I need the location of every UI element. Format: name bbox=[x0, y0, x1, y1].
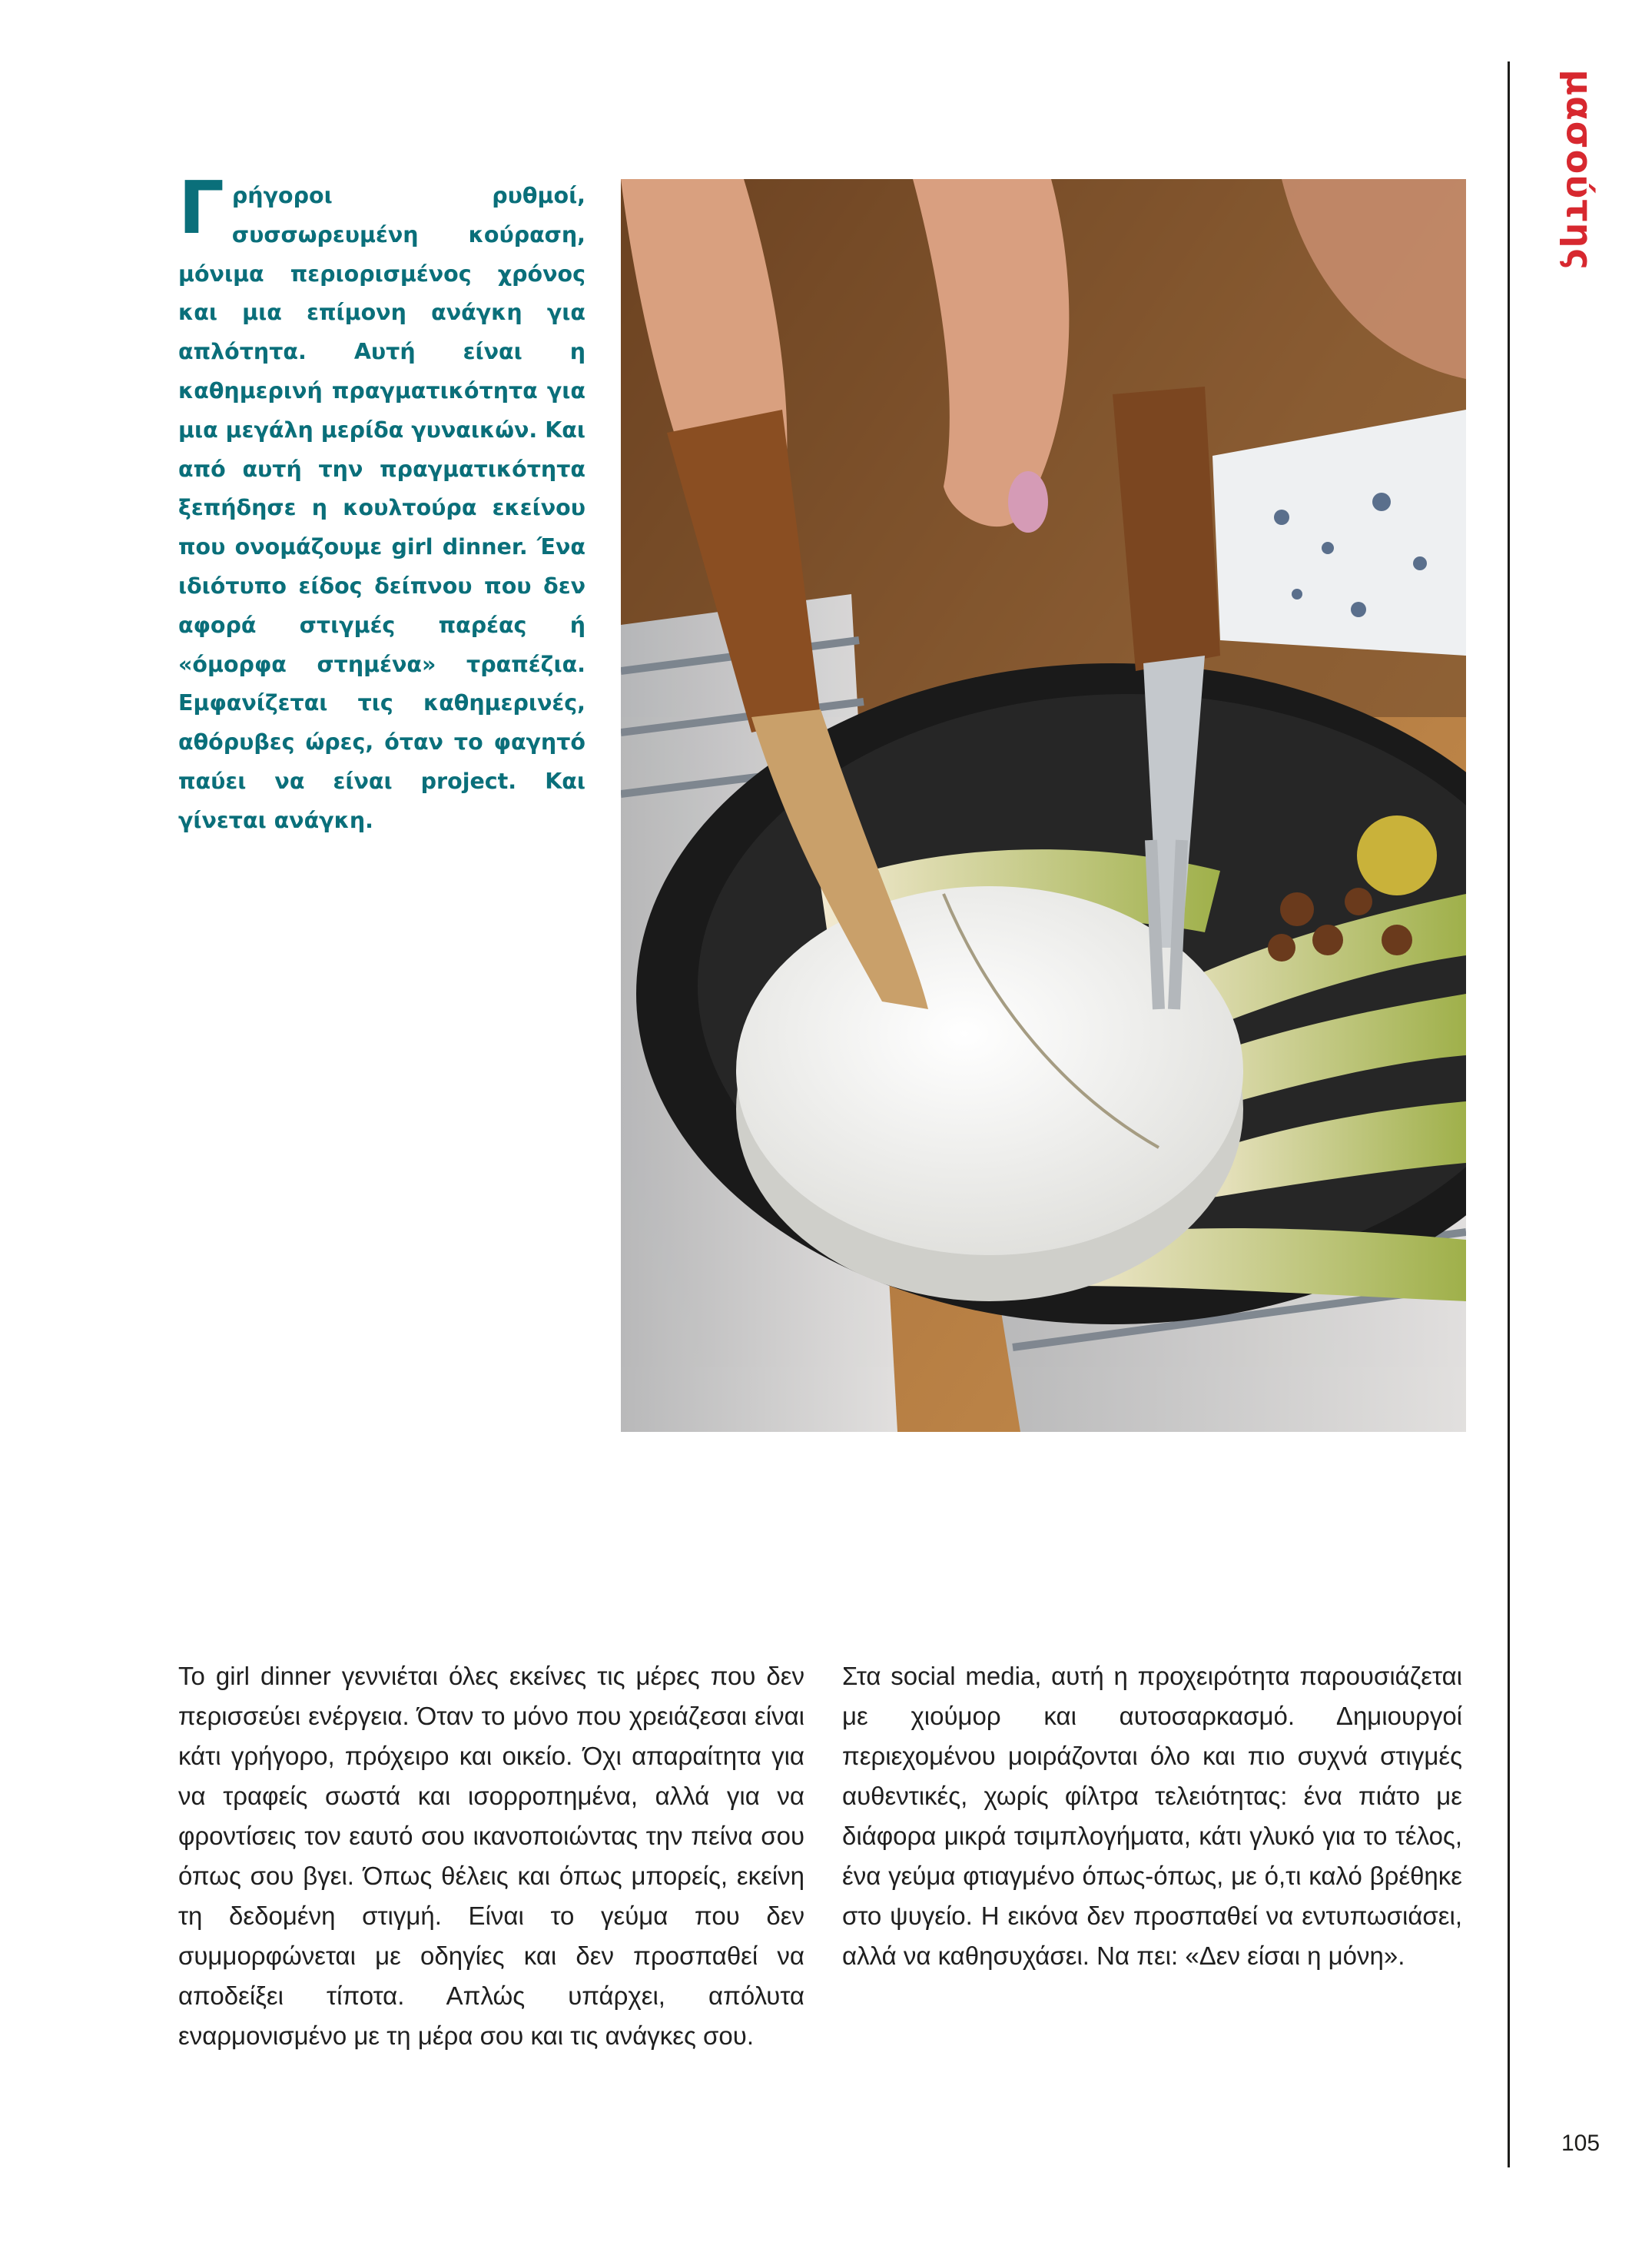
drop-cap: Γ bbox=[178, 167, 224, 251]
cheese-board-photo bbox=[621, 179, 1466, 1432]
brand-wordmark: μασούτης bbox=[1559, 69, 1601, 271]
vertical-rule bbox=[1508, 61, 1510, 2167]
body-column-right: Στα social media, αυτή η προχειρότητα παρουσιάζεται με χιούμορ και αυτοσαρκασμό. Δημιουργοί περιεχομένου μοιράζονται όλο και πιο συχνά στιγμές αυθεντικές, χωρίς φίλτρα τελειότητας: ένα πιάτο με διάφορα μικρά τσιμπλογήματα, κάτι γλυκό για το τέλος, ένα γεύμα φτιαγμένο όπως-όπως, με ό,τι καλό βρέθηκε στο ψυγείο. Η εικόνα δεν προσπαθεί να εντυπωσιάσει, αλλά να καθησυχάσει. Να πει: «Δεν είσαι η μόνη». bbox=[842, 1662, 1462, 1970]
body-column-left: Το girl dinner γεννιέται όλες εκείνες τις μέρες που δεν περισσεύει ενέργεια. Όταν το μόνο που χρειάζεσαι είναι κάτι γρήγορο, πρόχειρο και οικείο. Όχι απαραίτητα για να τραφείς σωστά και ισορροπημένα, αλλά για να φροντίσεις τον εαυτό σου ικανοποιώντας την πείνα σου όπως σου βγει. Όπως θέλεις και όπως μπορείς, εκείνη τη δεδομένη στιγμή. Είναι το γεύμα που δεν συμμορφώνεται με οδηγίες και δεν προσπαθεί να αποδείξει τίποτα. Απλώς υπάρχει, απόλυτα εναρμονισμένο με τη μέρα σου και τις ανάγκες σου. bbox=[178, 1662, 804, 2050]
page-number: 105 bbox=[1561, 2131, 1601, 2156]
intro-text: ρήγοροι ρυθμοί, συσσωρευμένη κούραση, μόνιμα περιορισμένος χρόνος και μια επίμονη ανάγκη για απλότητα. Αυτή είναι η καθημερινή πραγματικότητα για μια μεγάλη μερίδα γυναικών. Και από αυτή την πραγματικότητα ξεπήδησε η κουλτούρα εκείνου που ονομάζουμε girl dinner. Ένα ιδιότυπο είδος δείπνου που δεν αφορά στιγμές παρέας ή «όμορφα στημένα» τραπέζια. Εμφανίζεται τις καθημερινές, αθόρυβες ώρες, όταν το φαγητό παύει να είναι project. Και γίνεται ανάγκη. bbox=[178, 183, 585, 833]
photo-illustration bbox=[621, 179, 1466, 1432]
intro-paragraph bbox=[178, 167, 585, 841]
brand-logo bbox=[1558, 61, 1601, 278]
